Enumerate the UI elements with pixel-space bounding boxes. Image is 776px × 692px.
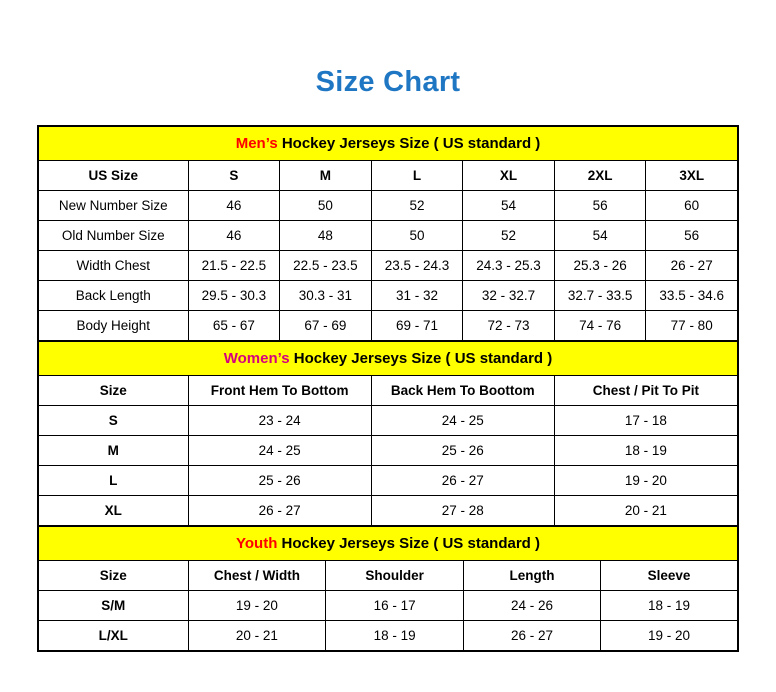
table-cell: 26 - 27: [371, 466, 554, 496]
youth-header-cell: Chest / Width: [188, 561, 326, 591]
table-cell: 23.5 - 24.3: [371, 251, 463, 281]
table-cell: 26 - 27: [188, 496, 371, 526]
youth-header-cell: Shoulder: [326, 561, 464, 591]
mens-section-band: [39, 127, 738, 161]
row-label: S: [39, 406, 189, 436]
youth-header-cell: Sleeve: [600, 561, 737, 591]
table-row: [39, 436, 738, 466]
youth-header-cell: Length: [463, 561, 600, 591]
table-cell: 32 - 32.7: [463, 281, 555, 311]
table-cell: 54: [554, 221, 646, 251]
table-cell: 22.5 - 23.5: [280, 251, 372, 281]
mens-band-cell: [39, 127, 738, 161]
youth-header-cell: Size: [39, 561, 189, 591]
row-label: L: [39, 466, 189, 496]
table-cell: 17 - 18: [554, 406, 737, 436]
table-cell: 67 - 69: [280, 311, 372, 341]
womens-band-rest: Hockey Jerseys Size ( US standard ): [289, 350, 553, 367]
row-label: Width Chest: [39, 251, 189, 281]
table-cell: 69 - 71: [371, 311, 463, 341]
table-row: [39, 496, 738, 526]
table-row: [39, 311, 738, 341]
table-cell: 18 - 19: [600, 591, 737, 621]
table-cell: 65 - 67: [188, 311, 280, 341]
row-label: Old Number Size: [39, 221, 189, 251]
row-label: Body Height: [39, 311, 189, 341]
table-cell: 20 - 21: [554, 496, 737, 526]
womens-header-cell: Front Hem To Bottom: [188, 376, 371, 406]
row-label: Back Length: [39, 281, 189, 311]
table-cell: 32.7 - 33.5: [554, 281, 646, 311]
table-cell: 77 - 80: [646, 311, 738, 341]
mens-header-row: [39, 161, 738, 191]
table-cell: 50: [371, 221, 463, 251]
table-cell: 25 - 26: [371, 436, 554, 466]
table-cell: 19 - 20: [188, 591, 326, 621]
table-cell: 52: [463, 221, 555, 251]
table-cell: 20 - 21: [188, 621, 326, 651]
row-label: New Number Size: [39, 191, 189, 221]
table-cell: 23 - 24: [188, 406, 371, 436]
table-cell: 72 - 73: [463, 311, 555, 341]
row-label: M: [39, 436, 189, 466]
table-cell: 24 - 26: [463, 591, 600, 621]
table-cell: 56: [554, 191, 646, 221]
womens-header-cell: Chest / Pit To Pit: [554, 376, 737, 406]
table-row: [39, 281, 738, 311]
page-title: Size Chart: [315, 66, 461, 98]
table-cell: 21.5 - 22.5: [188, 251, 280, 281]
table-row: [39, 406, 738, 436]
youth-band-cell: [39, 527, 738, 561]
womens-header-cell: Back Hem To Boottom: [371, 376, 554, 406]
table-cell: 25.3 - 26: [554, 251, 646, 281]
table-cell: 52: [371, 191, 463, 221]
youth-header-row: [39, 561, 738, 591]
table-cell: 33.5 - 34.6: [646, 281, 738, 311]
youth-section-band: [39, 527, 738, 561]
table-cell: 74 - 76: [554, 311, 646, 341]
womens-header-cell: Size: [39, 376, 189, 406]
table-cell: 18 - 19: [554, 436, 737, 466]
table-cell: 24 - 25: [371, 406, 554, 436]
table-cell: 18 - 19: [326, 621, 464, 651]
mens-header-cell: L: [371, 161, 463, 191]
table-cell: 29.5 - 30.3: [188, 281, 280, 311]
size-chart-container: [37, 125, 739, 652]
table-cell: 19 - 20: [600, 621, 737, 651]
table-cell: 25 - 26: [188, 466, 371, 496]
table-cell: 30.3 - 31: [280, 281, 372, 311]
table-row: [39, 191, 738, 221]
mens-size-table: [38, 126, 738, 341]
mens-header-cell: 2XL: [554, 161, 646, 191]
mens-band-rest: Hockey Jerseys Size ( US standard ): [277, 135, 541, 152]
youth-band-rest: Hockey Jerseys Size ( US standard ): [277, 535, 540, 552]
youth-size-table: [38, 526, 738, 651]
youth-band-accent: Youth: [236, 535, 278, 552]
table-cell: 24.3 - 25.3: [463, 251, 555, 281]
table-row: [39, 251, 738, 281]
table-row: [39, 221, 738, 251]
table-row: [39, 591, 738, 621]
row-label: L/XL: [39, 621, 189, 651]
womens-header-row: [39, 376, 738, 406]
table-cell: 27 - 28: [371, 496, 554, 526]
mens-header-cell: 3XL: [646, 161, 738, 191]
table-cell: 60: [646, 191, 738, 221]
mens-header-cell: S: [188, 161, 280, 191]
womens-section-band: [39, 342, 738, 376]
table-cell: 19 - 20: [554, 466, 737, 496]
table-cell: 26 - 27: [646, 251, 738, 281]
row-label: S/M: [39, 591, 189, 621]
womens-band-cell: [39, 342, 738, 376]
table-cell: 48: [280, 221, 372, 251]
table-cell: 54: [463, 191, 555, 221]
table-cell: 24 - 25: [188, 436, 371, 466]
table-cell: 50: [280, 191, 372, 221]
table-cell: 46: [188, 191, 280, 221]
womens-band-accent: Women’s: [223, 350, 290, 367]
mens-header-cell: XL: [463, 161, 555, 191]
table-cell: 46: [188, 221, 280, 251]
table-row: [39, 466, 738, 496]
row-label: XL: [39, 496, 189, 526]
table-row: [39, 621, 738, 651]
womens-size-table: [38, 341, 738, 526]
mens-header-cell: M: [280, 161, 372, 191]
table-cell: 26 - 27: [463, 621, 600, 651]
table-cell: 56: [646, 221, 738, 251]
mens-band-accent: Men’s: [235, 135, 278, 152]
table-cell: 16 - 17: [326, 591, 464, 621]
table-cell: 31 - 32: [371, 281, 463, 311]
mens-header-cell: US Size: [39, 161, 189, 191]
